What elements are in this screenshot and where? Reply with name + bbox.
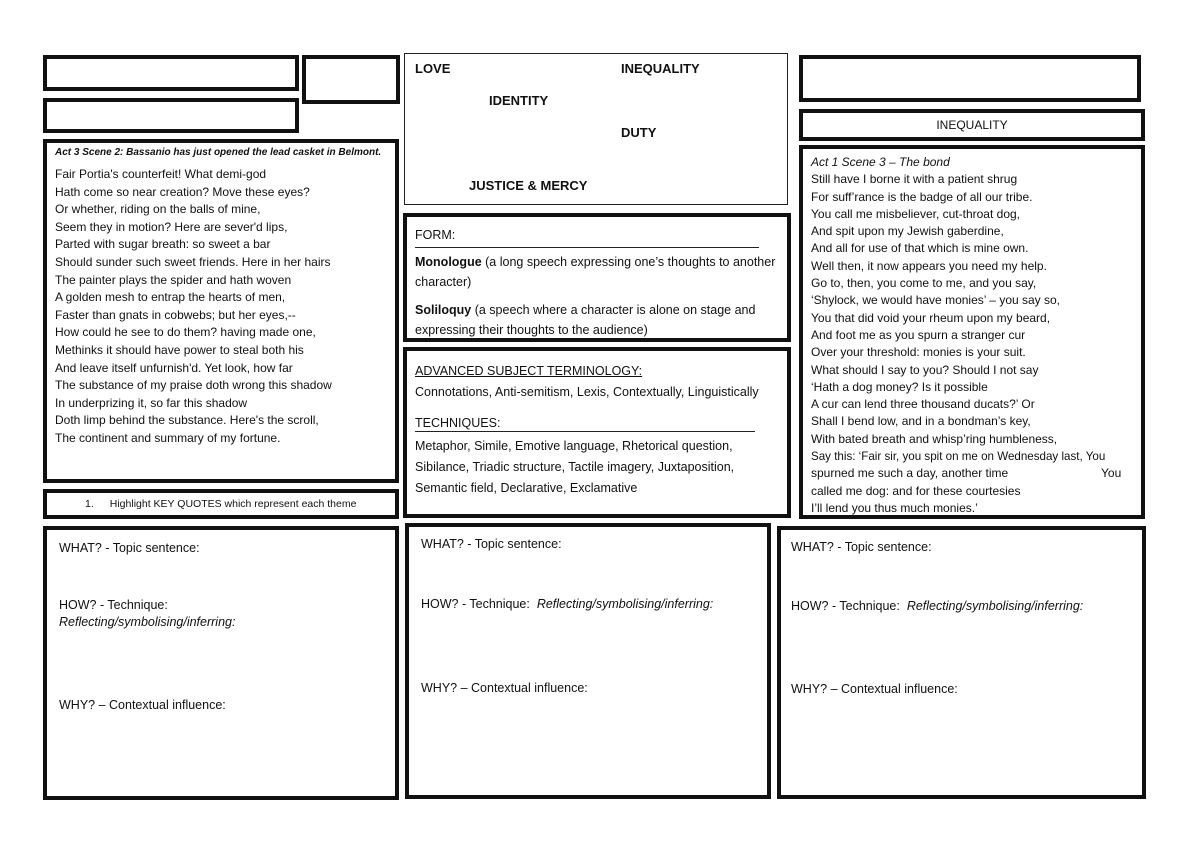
instruction-text: Highlight KEY QUOTES which represent each theme [109, 498, 357, 510]
quote-line: called me dog: and for these courtesies [811, 483, 1021, 498]
soliloquy-definition [415, 300, 779, 340]
right-quote-text [811, 154, 1133, 517]
quote-line: And spit upon my Jewish gaberdine, [811, 224, 1004, 239]
quote-line-part: spurned me such a day, another time [811, 466, 1009, 481]
how-text: HOW? - Technique: [421, 597, 530, 611]
quote-line: You call me misbeliever, cut-throat dog, [811, 206, 1020, 221]
form-underline [415, 247, 759, 248]
left-quote-text [55, 166, 387, 448]
how-note: Reflecting/symbolising/inferring: [536, 597, 714, 611]
quote-line: For suff’rance is the badge of all our tribe. [811, 189, 1033, 204]
quote-line: With bated breath and whisp’ring humbleness, [811, 431, 1058, 446]
quote-line: Still have I borne it with a patient shrug [811, 172, 1018, 187]
theme-duty: DUTY [621, 125, 657, 140]
quote-line: Over your threshold: monies is your suit. [811, 345, 1026, 360]
quote-line: And leave itself unfurnish'd. Yet look, how far [55, 360, 293, 375]
right-theme-label-box [799, 109, 1145, 141]
techniques-title: TECHNIQUES: [415, 416, 501, 430]
quote-line: Faster than gnats in cobwebs; but her eyes,-- [55, 307, 296, 322]
monologue-text: (a long speech expressing one’s thoughts to another character) [415, 255, 776, 289]
quote-line: Seem they in motion? Here are sever'd lips, [55, 219, 288, 234]
quote-line: The painter plays the spider and hath woven [55, 272, 292, 287]
analysis-box-right [777, 526, 1146, 799]
terminology-box [403, 347, 791, 518]
quote-line: A golden mesh to entrap the hearts of men, [55, 290, 286, 305]
quote-line: Or whether, riding on the balls of mine, [55, 202, 261, 217]
quote-line: And all for use of that which is mine own. [811, 241, 1029, 256]
theme-love: LOVE [415, 61, 451, 76]
left-quote-box [43, 139, 399, 483]
what-label: WHAT? - Topic sentence: [791, 540, 932, 554]
quote-line: The continent and summary of my fortune. [55, 430, 281, 445]
techniques-list: Metaphor, Simile, Emotive language, Rhetorical question, Sibilance, Triadic structure, Tactile imagery, Juxtaposition, Semantic field, Declarative, Exclamative [415, 439, 735, 495]
why-label: WHY? – Contextual influence: [421, 681, 588, 695]
form-box [403, 213, 791, 342]
quote-line: Fair Portia's counterfeit! What demi-god [55, 167, 267, 181]
how-text: HOW? - Technique: [791, 599, 900, 613]
quote-line: Well then, it now appears you need my help. [811, 258, 1047, 273]
what-label: WHAT? - Topic sentence: [421, 537, 562, 551]
theme-justice-mercy: JUSTICE & MERCY [469, 178, 588, 193]
quote-line: Parted with sugar breath: so sweet a bar [55, 237, 271, 252]
blank-box-second-left [43, 98, 299, 133]
quote-line: Doth limp behind the substance. Here's the scroll, [55, 413, 319, 428]
theme-inequality: INEQUALITY [621, 61, 700, 76]
form-content [415, 225, 779, 340]
quote-line: ‘Hath a dog money? Is it possible [811, 379, 988, 394]
quote-line: What should I say to you? Should I not say [811, 362, 1039, 377]
quote-line: And foot me as you spurn a stranger cur [811, 327, 1026, 342]
soliloquy-term: Soliloquy [415, 303, 472, 317]
what-label: WHAT? - Topic sentence: [59, 541, 200, 555]
quote-line: In underprizing it, so far this shadow [55, 395, 248, 410]
techniques-underline [415, 431, 755, 432]
monologue-term: Monologue [415, 255, 482, 269]
why-label: WHY? – Contextual influence: [791, 682, 958, 696]
terminology-list: Connotations, Anti-semitism, Lexis, Contextually, Linguistically [415, 385, 759, 399]
quote-line: How could he see to do them? having made one, [55, 325, 316, 340]
how-label: HOW? - Technique: [59, 598, 168, 612]
quote-line: ‘Shylock, we would have monies’ – you say so, [811, 293, 1061, 308]
quote-line-part: You [1101, 466, 1122, 481]
how-note: Reflecting/symbolising/inferring: [59, 615, 236, 629]
quote-line: I’ll lend you thus much monies.’ [811, 500, 978, 515]
quote-line: Methinks it should have power to steal both his [55, 342, 304, 357]
blank-box-top-right [799, 55, 1141, 102]
how-label [791, 599, 1083, 613]
monologue-definition [415, 252, 779, 292]
terminology-title: ADVANCED SUBJECT TERMINOLOGY: [415, 364, 643, 378]
right-quote-heading: Act 1 Scene 3 – The bond [811, 155, 950, 169]
right-theme-label: INEQUALITY [936, 118, 1008, 132]
quote-line: The substance of my praise doth wrong this shadow [55, 378, 332, 393]
quote-line: Should sunder such sweet friends. Here in her hairs [55, 254, 331, 269]
quote-line: A cur can lend three thousand ducats?’ Or [811, 397, 1035, 412]
quote-line: Hath come so near creation? Move these eyes? [55, 184, 310, 199]
right-quote-box [799, 145, 1145, 519]
blank-box-top-left [43, 55, 299, 91]
analysis-box-middle [405, 523, 771, 799]
instruction-box [43, 489, 399, 519]
left-quote-heading: Act 3 Scene 2: Bassanio has just opened the lead casket in Belmont. [55, 147, 382, 158]
quote-line: You that did void your rheum upon my beard, [811, 310, 1051, 325]
themes-box [404, 53, 788, 205]
form-title: FORM: [415, 228, 456, 242]
how-label [421, 597, 713, 611]
analysis-box-left [43, 526, 399, 800]
quote-line: Go to, then, you come to me, and you say, [811, 276, 1037, 291]
quote-line: Say this: ‘Fair sir, you spit on me on Wednesday last, You [811, 450, 1106, 464]
why-label: WHY? – Contextual influence: [59, 698, 226, 712]
instruction-number: 1. [85, 498, 94, 510]
theme-identity: IDENTITY [489, 93, 549, 108]
blank-box-top-small [302, 55, 400, 104]
quote-line: Shall I bend low, and in a bondman’s key, [811, 414, 1031, 429]
quote-line [811, 465, 1133, 482]
terminology-content [415, 361, 779, 499]
how-note: Reflecting/symbolising/inferring: [906, 599, 1084, 613]
soliloquy-text: (a speech where a character is alone on stage and expressing their thoughts to the audience) [415, 303, 756, 337]
